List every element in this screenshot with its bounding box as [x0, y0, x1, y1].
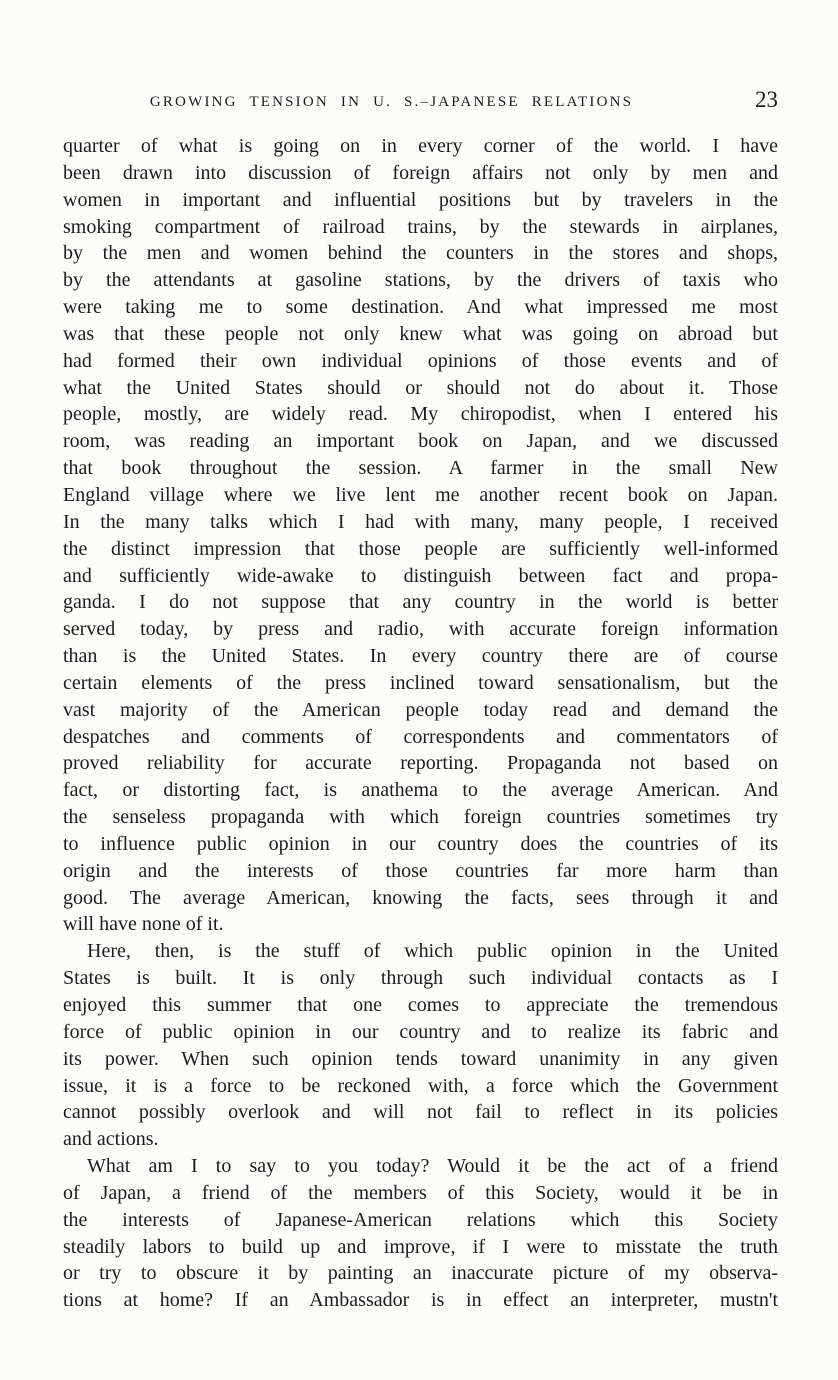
text-line: served today, by press and radio, with accurate foreign information — [63, 618, 778, 641]
text-line: good. The average American, knowing the facts, sees through it and — [63, 886, 778, 909]
paragraph — [63, 938, 778, 1153]
text-line: cannot possibly overlook and will not fail to reflect in its policies — [63, 1101, 778, 1124]
text-line: or try to obscure it by painting an inaccurate picture of my observa- — [63, 1262, 778, 1285]
text-line: certain elements of the press inclined toward sensationalism, but the — [63, 671, 778, 694]
page-number: 23 — [755, 87, 778, 112]
text-line: the senseless propaganda with which foreign countries sometimes try — [63, 806, 778, 829]
text-line: the interests of Japanese-American relations which this Society — [63, 1208, 778, 1231]
text-line: the distinct impression that those people are sufficiently well-informed — [63, 537, 778, 560]
text-line: its power. When such opinion tends toward unanimity in any given — [63, 1047, 778, 1070]
text-line: States is built. It is only through such individual contacts as I — [63, 967, 778, 990]
header-title: GROWING TENSION IN U. S.–JAPANESE RELATIONS — [149, 94, 634, 110]
text-line: that book throughout the session. A farmer in the small New — [63, 457, 778, 480]
text-line: been drawn into discussion of foreign affairs not only by men and — [63, 161, 778, 184]
text-line: than is the United States. In every country there are of course — [63, 645, 778, 668]
text-line: In the many talks which I had with many, many people, I received — [63, 510, 778, 533]
text-line: what the United States should or should not do about it. Those — [63, 376, 778, 399]
text-line: by the men and women behind the counters in the stores and shops, — [63, 242, 778, 265]
text-line: will have none of it. — [63, 913, 224, 936]
running-header — [63, 87, 778, 120]
text-line: force of public opinion in our country and to realize its fabric and — [63, 1020, 778, 1043]
text-line: smoking compartment of railroad trains, by the stewards in airplanes, — [63, 215, 778, 238]
paragraph — [63, 1153, 778, 1314]
text-line: What am I to say to you today? Would it be the act of a friend — [87, 1155, 778, 1178]
text-line: proved reliability for accurate reporting. Propaganda not based on — [63, 752, 778, 775]
text-line: fact, or distorting fact, is anathema to the average American. And — [63, 779, 778, 802]
text-line: people, mostly, are widely read. My chiropodist, when I entered his — [63, 403, 778, 426]
text-line: women in important and influential positions but by travelers in the — [63, 188, 778, 211]
text-line: had formed their own individual opinions of those events and of — [63, 349, 778, 372]
text-line: of Japan, a friend of the members of this Society, would it be in — [63, 1181, 778, 1204]
text-line: origin and the interests of those countries far more harm than — [63, 859, 778, 882]
text-line: was that these people not only knew what was going on abroad but — [63, 322, 778, 345]
text-line: issue, it is a force to be reckoned with, a force which the Government — [63, 1074, 778, 1097]
body-text — [63, 133, 778, 1314]
text-line: by the attendants at gasoline stations, by the drivers of taxis who — [63, 269, 778, 292]
text-line: steadily labors to build up and improve, if I were to misstate the truth — [63, 1235, 778, 1258]
text-line: enjoyed this summer that one comes to appreciate the tremendous — [63, 994, 778, 1016]
text-line: room, was reading an important book on Japan, and we discussed — [63, 430, 778, 453]
text-line: vast majority of the American people today read and demand the — [63, 698, 778, 721]
text-line: ganda. I do not suppose that any country in the world is better — [63, 591, 778, 614]
text-line: Here, then, is the stuff of which public opinion in the United — [87, 940, 778, 963]
text-line: tions at home? If an Ambassador is in effect an interpreter, mustn't — [63, 1289, 778, 1312]
text-line: despatches and comments of correspondents and commentators of — [63, 725, 778, 748]
text-line: to influence public opinion in our country does the countries of its — [63, 832, 778, 855]
text-line: and sufficiently wide-awake to distinguish between fact and propa- — [63, 564, 778, 587]
text-line: and actions. — [63, 1128, 159, 1151]
text-line: were taking me to some destination. And what impressed me most — [63, 296, 778, 319]
text-line: England village where we live lent me another recent book on Japan. — [63, 483, 778, 506]
paragraph — [63, 133, 778, 938]
text-line: quarter of what is going on in every corner of the world. I have — [63, 135, 778, 157]
